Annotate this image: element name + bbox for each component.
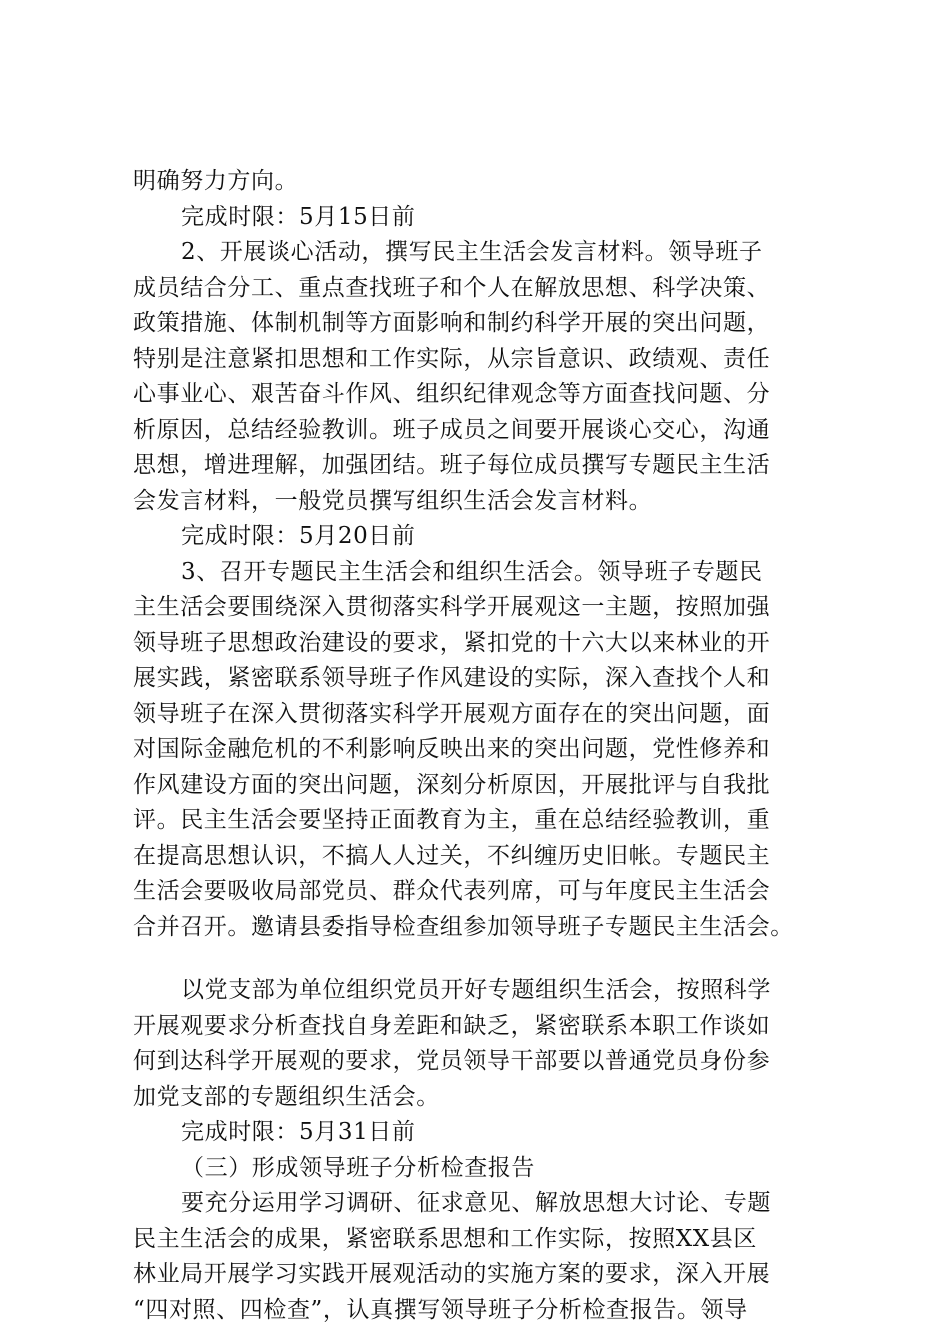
deadline-line: 完成时限：5月31日前 xyxy=(181,1119,416,1145)
text-line: 明确努力方向。 xyxy=(133,168,299,194)
item-heading-line: 3、召开专题民主生活会和组织生活会。领导班子专题民 xyxy=(181,558,763,585)
text-line: 民主生活会的成果，紧密联系思想和工作实际，按照XX县区 xyxy=(133,1225,757,1252)
deadline-line: 完成时限：5月20日前 xyxy=(181,523,416,549)
text-line: 何到达科学开展观的要求，党员领导干部要以普通党员身份参 xyxy=(133,1048,771,1074)
text-line: 会发言材料，一般党员撰写组织生活会发言材料。 xyxy=(133,487,653,514)
text-line: 作风建设方面的突出问题，深刻分析原因，开展批评与自我批 xyxy=(133,771,771,798)
item-heading-line: 2、开展谈心活动，撰写民主生活会发言材料。领导班子 xyxy=(181,239,763,265)
text-line: 析原因，总结经验教训。班子成员之间要开展谈心交心，沟通 xyxy=(133,416,771,443)
text-line: 生活会要吸收局部党员、群众代表列席，可与年度民主生活会 xyxy=(133,878,771,904)
text-line: 评。民主生活会要坚持正面教育为主，重在总结经验教训，重 xyxy=(133,807,771,833)
text-line: 要充分运用学习调研、征求意见、解放思想大讨论、专题 xyxy=(181,1190,771,1216)
text-line: 对国际金融危机的不利影响反映出来的突出问题，党性修养和 xyxy=(133,736,771,762)
text-line: 林业局开展学习实践开展观活动的实施方案的要求，深入开展 xyxy=(133,1261,771,1287)
paragraph-gap xyxy=(133,945,823,973)
deadline-line: 完成时限：5月15日前 xyxy=(181,203,416,230)
text-line: 以党支部为单位组织党员开好专题组织生活会，按照科学 xyxy=(181,977,771,1003)
text-line: 成员结合分工、重点查找班子和个人在解放思想、科学决策、 xyxy=(133,274,771,301)
text-line: 主生活会要围绕深入贯彻落实科学开展观这一主题，按照加强 xyxy=(133,594,771,620)
text-line: “四对照、四检查”，认真撰写领导班子分析检查报告。领导 xyxy=(133,1296,748,1323)
text-line: 合并召开。邀请县委指导检查组参加领导班子专题民主生活会。 xyxy=(133,913,794,940)
text-line: 开展观要求分析查找自身差距和缺乏，紧密联系本职工作谈如 xyxy=(133,1012,771,1039)
text-line: 思想，增进理解，加强团结。班子每位成员撰写专题民主生活 xyxy=(133,452,771,478)
text-line: 展实践，紧密联系领导班子作风建设的实际，深入查找个人和 xyxy=(133,665,771,691)
text-line: 特别是注意紧扣思想和工作实际，从宗旨意识、政绩观、责任 xyxy=(133,345,771,372)
text-line: 心事业心、艰苦奋斗作风、组织纪律观念等方面查找问题、分 xyxy=(133,381,771,407)
text-line: 政策措施、体制机制等方面影响和制约科学开展的突出问题， xyxy=(133,310,771,336)
section-heading-line: （三）形成领导班子分析检查报告 xyxy=(181,1154,535,1181)
text-line: 加党支部的专题组织生活会。 xyxy=(133,1083,440,1110)
document-page xyxy=(133,164,823,1328)
text-line: 领导班子在深入贯彻落实科学开展观方面存在的突出问题，面 xyxy=(133,700,771,727)
text-line: 领导班子思想政治建设的要求，紧扣党的十六大以来林业的开 xyxy=(133,629,771,656)
text-line: 在提高思想认识，不搞人人过关，不纠缠历史旧帐。专题民主 xyxy=(133,842,771,869)
